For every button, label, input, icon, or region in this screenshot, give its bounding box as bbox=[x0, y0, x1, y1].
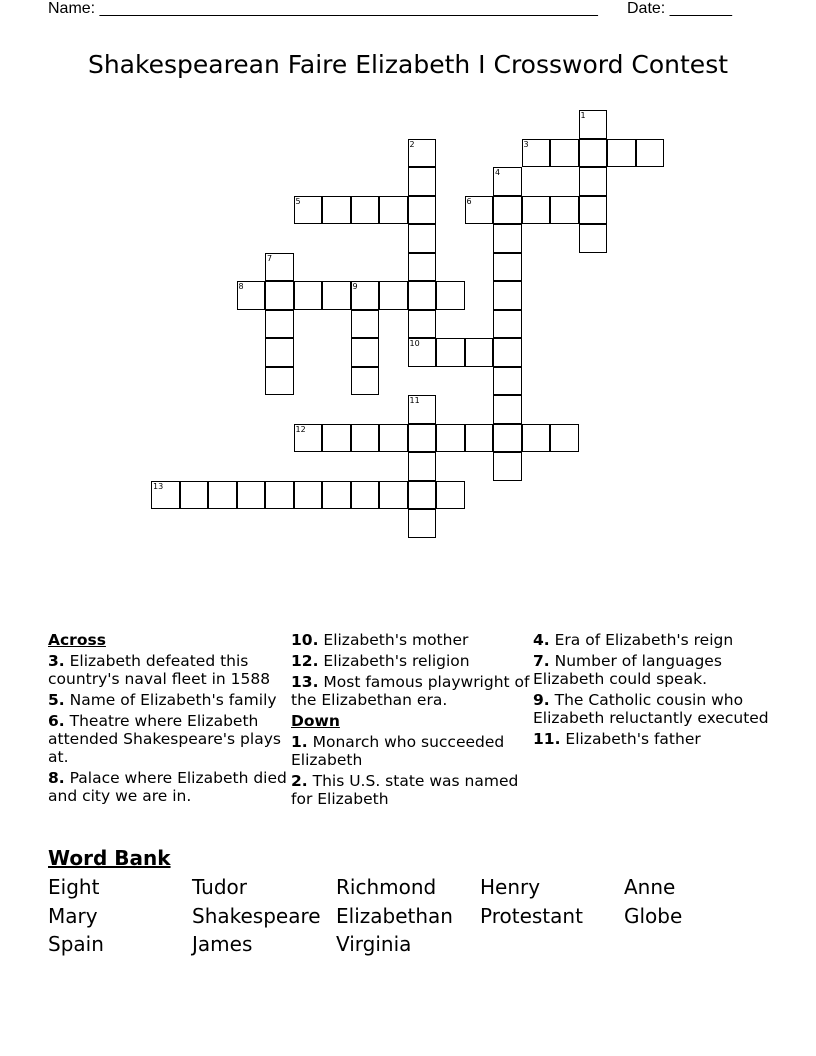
grid-cell[interactable] bbox=[294, 481, 323, 510]
grid-cell[interactable] bbox=[493, 281, 522, 310]
clue bbox=[48, 769, 288, 805]
clue-number-label: 12. bbox=[291, 652, 319, 670]
grid-cell[interactable] bbox=[351, 196, 380, 225]
clue-text: Monarch who succeeded Elizabeth bbox=[291, 733, 505, 769]
grid-cell[interactable] bbox=[579, 196, 608, 225]
clue-number: 8 bbox=[238, 282, 244, 291]
word-bank-word: Protestant bbox=[480, 904, 583, 928]
clue-text: This U.S. state was named for Elizabeth bbox=[291, 772, 519, 808]
clue-number: 4 bbox=[495, 168, 501, 177]
grid-cell[interactable] bbox=[493, 424, 522, 453]
clue-number: 13 bbox=[153, 481, 164, 491]
grid-cell[interactable] bbox=[265, 310, 294, 339]
clue bbox=[291, 631, 531, 649]
word-bank-word: Anne bbox=[624, 875, 676, 899]
clue bbox=[291, 733, 531, 769]
clue-text: Most famous playwright of the Elizabethan era. bbox=[291, 673, 530, 709]
grid-cell[interactable] bbox=[208, 481, 237, 510]
clue bbox=[533, 631, 773, 649]
grid-cell[interactable] bbox=[379, 424, 408, 453]
grid-cell[interactable] bbox=[493, 338, 522, 367]
grid-cell[interactable] bbox=[408, 481, 437, 510]
grid-cell[interactable] bbox=[607, 139, 636, 168]
clue-text: Era of Elizabeth's reign bbox=[549, 631, 734, 649]
grid-cell[interactable] bbox=[322, 196, 351, 225]
clue bbox=[291, 673, 531, 709]
grid-cell[interactable] bbox=[379, 196, 408, 225]
grid-cell[interactable] bbox=[322, 281, 351, 310]
grid-cell[interactable] bbox=[408, 424, 437, 453]
clue-number-label: 10. bbox=[291, 631, 319, 649]
grid-cell[interactable] bbox=[408, 196, 437, 225]
word-bank-word: Globe bbox=[624, 904, 683, 928]
clue-number: 2 bbox=[409, 139, 415, 149]
grid-cell[interactable] bbox=[436, 481, 465, 510]
grid-cell[interactable] bbox=[265, 481, 294, 510]
grid-cell[interactable] bbox=[351, 481, 380, 510]
grid-cell[interactable] bbox=[493, 395, 522, 424]
grid-cell[interactable] bbox=[379, 481, 408, 510]
grid-cell[interactable] bbox=[351, 367, 380, 396]
grid-cell[interactable] bbox=[408, 167, 437, 196]
clue-number: 7 bbox=[267, 253, 273, 263]
word-bank-word: Shakespeare bbox=[192, 904, 321, 928]
clue-number-label: 9. bbox=[533, 691, 550, 709]
grid-cell[interactable] bbox=[493, 224, 522, 253]
grid-cell[interactable] bbox=[265, 281, 294, 310]
clue-text: Elizabeth's father bbox=[560, 730, 701, 748]
word-bank-word: Tudor bbox=[192, 875, 248, 899]
grid-cell[interactable] bbox=[579, 139, 608, 168]
clue-number-label: 7. bbox=[533, 652, 550, 670]
grid-cell[interactable] bbox=[408, 310, 437, 339]
grid-cell[interactable] bbox=[436, 338, 465, 367]
clue bbox=[48, 652, 288, 688]
clues-column-1 bbox=[48, 631, 288, 808]
clue-number-label: 4. bbox=[533, 631, 550, 649]
clue-text: Name of Elizabeth's family bbox=[64, 691, 277, 709]
clue-text: Palace where Elizabeth died and city we are in. bbox=[48, 769, 287, 805]
clue-number: 10 bbox=[409, 339, 420, 348]
grid-cell[interactable] bbox=[636, 139, 665, 168]
clue-number-label: 6. bbox=[48, 712, 65, 730]
grid-cell[interactable] bbox=[465, 424, 494, 453]
grid-cell[interactable] bbox=[579, 167, 608, 196]
clue-number: 1 bbox=[580, 111, 586, 120]
clue bbox=[291, 652, 531, 670]
grid-cell[interactable] bbox=[351, 310, 380, 339]
clue-text: Elizabeth's mother bbox=[318, 631, 469, 649]
grid-cell[interactable] bbox=[579, 224, 608, 253]
clue-text: Elizabeth's religion bbox=[318, 652, 470, 670]
word-bank-word: Mary bbox=[48, 904, 98, 928]
clue-text: Number of languages Elizabeth could speak. bbox=[533, 652, 722, 688]
grid-cell[interactable] bbox=[493, 452, 522, 481]
grid-cell[interactable] bbox=[322, 424, 351, 453]
clue-number-label: 1. bbox=[291, 733, 308, 751]
word-bank-word: Elizabethan bbox=[336, 904, 453, 928]
word-bank-title: Word Bank bbox=[48, 846, 171, 870]
grid-cell[interactable] bbox=[408, 253, 437, 282]
grid-cell[interactable] bbox=[265, 338, 294, 367]
clue-number-label: 5. bbox=[48, 691, 65, 709]
clue bbox=[533, 691, 773, 727]
clue-number: 3 bbox=[523, 139, 529, 149]
grid-cell[interactable] bbox=[465, 338, 494, 367]
down-heading: Down bbox=[291, 712, 340, 730]
grid-cell[interactable] bbox=[408, 224, 437, 253]
grid-cell[interactable] bbox=[493, 310, 522, 339]
clue-number-label: 2. bbox=[291, 772, 308, 790]
clue-number-label: 11. bbox=[533, 730, 561, 748]
name-line: Name: ________________________________________________________ bbox=[48, 0, 598, 17]
grid-cell[interactable] bbox=[522, 424, 551, 453]
word-bank-word: James bbox=[192, 932, 253, 956]
clue bbox=[48, 712, 288, 766]
grid-cell[interactable] bbox=[550, 139, 579, 168]
grid-cell[interactable] bbox=[237, 481, 266, 510]
clues-column-3 bbox=[533, 631, 773, 751]
clue bbox=[48, 691, 288, 709]
clue-number-label: 13. bbox=[291, 673, 319, 691]
clues-column-2 bbox=[291, 631, 531, 811]
grid-cell[interactable] bbox=[436, 281, 465, 310]
clue-text: Elizabeth defeated this country's naval fleet in 1588 bbox=[48, 652, 271, 688]
clue-number: 5 bbox=[295, 196, 301, 206]
word-bank-word: Richmond bbox=[336, 875, 437, 899]
grid-cell[interactable] bbox=[408, 509, 437, 538]
word-bank-word: Virginia bbox=[336, 932, 412, 956]
grid-cell[interactable] bbox=[351, 424, 380, 453]
page-title: Shakespearean Faire Elizabeth I Crossword Contest bbox=[87, 50, 729, 79]
grid-cell[interactable] bbox=[379, 281, 408, 310]
clue-number: 9 bbox=[352, 282, 358, 291]
grid-cell[interactable] bbox=[265, 367, 294, 396]
clue bbox=[533, 730, 773, 748]
grid-cell[interactable] bbox=[322, 481, 351, 510]
grid-cell[interactable] bbox=[294, 281, 323, 310]
grid-cell[interactable] bbox=[550, 424, 579, 453]
clue-number: 6 bbox=[466, 196, 472, 206]
grid-cell[interactable] bbox=[408, 452, 437, 481]
grid-cell[interactable] bbox=[550, 196, 579, 225]
word-bank-word: Henry bbox=[480, 875, 541, 899]
clue-text: The Catholic cousin who Elizabeth reluctantly executed bbox=[533, 691, 769, 727]
clue bbox=[533, 652, 773, 688]
grid-cell[interactable] bbox=[436, 424, 465, 453]
clue bbox=[291, 772, 531, 808]
grid-cell[interactable] bbox=[493, 367, 522, 396]
clue-number: 12 bbox=[295, 424, 306, 434]
word-bank-word: Spain bbox=[48, 932, 104, 956]
grid-cell[interactable] bbox=[351, 338, 380, 367]
clue-number: 11 bbox=[409, 396, 420, 405]
clue-number-label: 3. bbox=[48, 652, 65, 670]
grid-cell[interactable] bbox=[493, 253, 522, 282]
grid-cell[interactable] bbox=[522, 196, 551, 225]
clue-number-label: 8. bbox=[48, 769, 65, 787]
word-bank-word: Eight bbox=[48, 875, 100, 899]
grid-cell[interactable] bbox=[408, 281, 437, 310]
date-line: Date: _______ bbox=[627, 0, 732, 17]
grid-cell[interactable] bbox=[180, 481, 209, 510]
clue-text: Theatre where Elizabeth attended Shakespeare's plays at. bbox=[48, 712, 281, 766]
grid-cell[interactable] bbox=[493, 196, 522, 225]
across-heading: Across bbox=[48, 631, 106, 649]
